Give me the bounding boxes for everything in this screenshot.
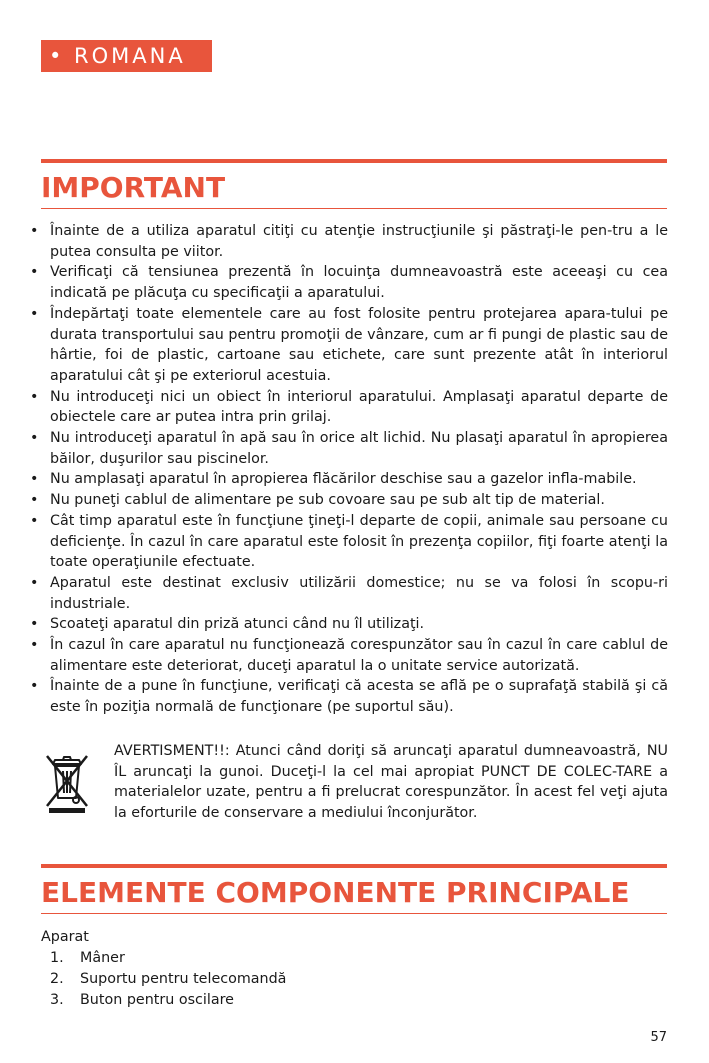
important-bullet-list bbox=[29, 221, 668, 718]
item-number: 1. bbox=[50, 950, 64, 966]
header-rule-thin bbox=[41, 913, 667, 914]
item-number: 2. bbox=[50, 971, 64, 987]
header-rule-thick bbox=[41, 159, 667, 163]
important-header bbox=[41, 159, 667, 209]
list-item: • Nu amplasaţi aparatul în apropierea flăcărilor deschise sau a gazelor infla-mabile. bbox=[29, 469, 668, 490]
item-number: 3. bbox=[50, 992, 64, 1008]
list-item: • Aparatul este destinat exclusiv utilizării domestice; nu se va folosi în scopu-ri industriale. bbox=[29, 573, 668, 614]
components-group-label: Aparat bbox=[41, 929, 89, 945]
list-item bbox=[41, 969, 286, 990]
components-list bbox=[41, 927, 286, 1011]
language-tab: • ROMANA bbox=[41, 40, 212, 72]
weee-warning-text: AVERTISMENT!!: Atunci când doriţi să aruncaţi aparatul dumneavoastră, NU ÎL aruncaţi la gunoi. Duceţi-l la cel mai apropiat PUNCT DE COLEC-TARE a materialelor uzate, pentru a fi prelucrat corespunzător. În acest fel veţi ajuta la eforturile de conservare a mediului înconjurător. bbox=[114, 743, 668, 822]
list-item: • Nu introduceţi nici un obiect în interiorul aparatului. Amplasaţi aparatul departe de obiectele care ar putea intra prin grilaj. bbox=[29, 387, 668, 428]
components-title: ELEMENTE COMPONENTE PRINCIPALE bbox=[41, 876, 630, 909]
important-title: IMPORTANT bbox=[41, 171, 226, 204]
components-header bbox=[41, 864, 667, 914]
list-item: • Înainte de a pune în funcţiune, verificaţi că acesta se află pe o suprafaţă stabilă şi că este în poziţia normală de funcţionare (pe suportul său). bbox=[29, 676, 668, 717]
list-item: • Cât timp aparatul este în funcţiune ţineţi-l departe de copii, animale sau persoane cu deficienţe. În cazul în care aparatul este folosit în prezenţa copiilor, fiţi foarte atenţi la toate operaţiunile efectuate. bbox=[29, 511, 668, 573]
list-item: • Îndepărtaţi toate elementele care au fost folosite pentru protejarea apara-tului pe durata transportului sau pentru promoţii de vânzare, cum ar fi pungi de plastic sau de hârtie, foi de plastic, cartoane sau etichete, care sunt prezente atât în interiorul aparatului cât şi pe exteriorul acestuia. bbox=[29, 304, 668, 387]
list-item bbox=[41, 990, 286, 1011]
list-item: • În cazul în care aparatul nu funcţionează corespunzător sau în cazul în care cablul de alimentare este deteriorat, duceţi aparatul la o unitate service autorizată. bbox=[29, 635, 668, 676]
components-items bbox=[41, 948, 286, 1011]
page-number: 57 bbox=[650, 1030, 667, 1045]
item-label: Mâner bbox=[80, 950, 125, 966]
list-item: • Nu introduceţi aparatul în apă sau în orice alt lichid. Nu plasaţi aparatul în apropierea băilor, duşurilor sau piscinelor. bbox=[29, 428, 668, 469]
crossed-out-wheelie-bin-icon bbox=[43, 752, 91, 814]
header-rule-thick bbox=[41, 864, 667, 868]
list-item: • Scoateţi aparatul din priză atunci când nu îl utilizaţi. bbox=[29, 614, 668, 635]
item-label: Buton pentru oscilare bbox=[80, 992, 234, 1008]
list-item bbox=[41, 948, 286, 969]
list-item: • Verificaţi că tensiunea prezentă în locuinţa dumneavoastră este aceeaşi cu cea indicată pe plăcuţa cu specificaţii a aparatului. bbox=[29, 262, 668, 303]
header-rule-thin bbox=[41, 208, 667, 209]
item-label: Suportu pentru telecomandă bbox=[80, 971, 287, 987]
list-item: • Nu puneţi cablul de alimentare pe sub covoare sau pe sub alt tip de material. bbox=[29, 490, 668, 511]
list-item: • Înainte de a utiliza aparatul citiţi cu atenţie instrucţiunile şi păstraţi-le pen-tru a le putea consulta pe viitor. bbox=[29, 221, 668, 262]
